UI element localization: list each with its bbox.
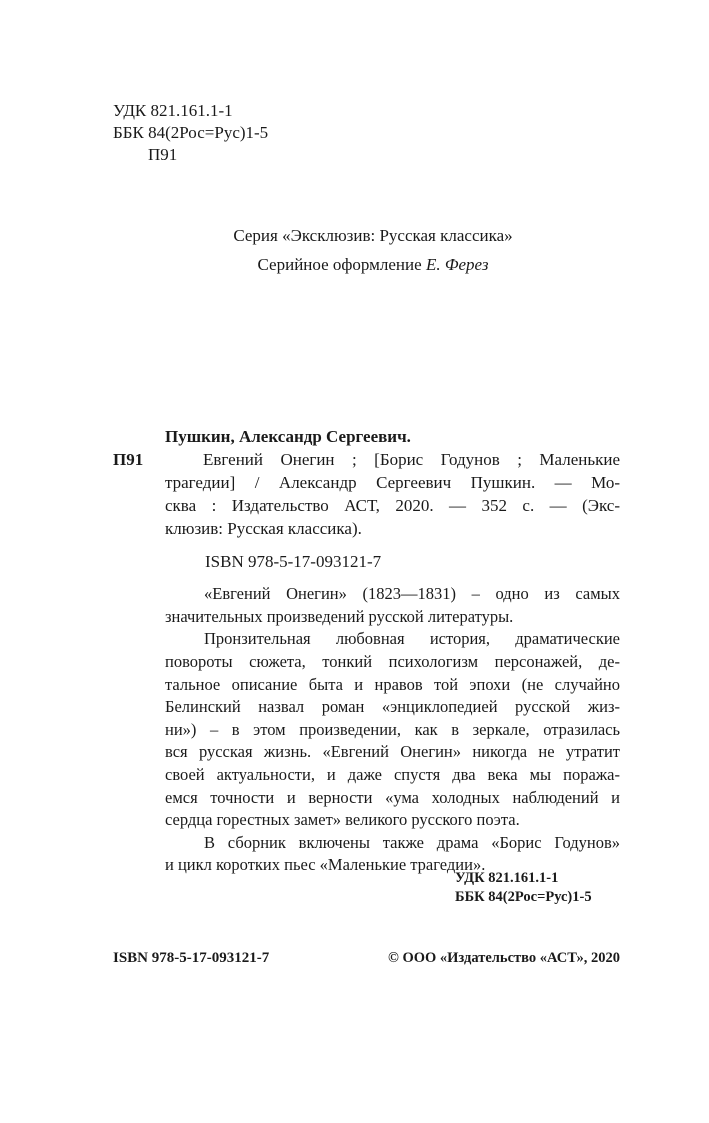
annotation-line: сердца горестных замет» великого русского поэта. [165, 810, 520, 829]
series-line: Серия «Эксклюзив: Русская классика» [233, 226, 513, 245]
author-mark: П91 [148, 145, 178, 164]
record-author: Пушкин, Александр Сергеевич. [165, 427, 411, 446]
annotation-bbk: ББК 84(2Рос=Рус)1-5 [455, 889, 592, 905]
record-isbn: ISBN 978-5-17-093121-7 [205, 552, 382, 571]
annotation-line: своей актуальности, и даже спустя два века мы поража- [165, 765, 620, 784]
series-design [0, 255, 709, 275]
annotation-line: вся русская жизнь. «Евгений Онегин» никогда не утратит [165, 742, 620, 761]
annotation-line: емся точности и верности «ума холодных наблюдений и [165, 788, 620, 807]
record-line: клюзив: Русская классика). [165, 519, 362, 538]
annotation-line: Пронзительная любовная история, драматические [204, 629, 620, 648]
annotation-line: «Евгений Онегин» (1823—1831) – одно из самых [204, 584, 620, 603]
annotation-udk: УДК 821.161.1-1 [455, 870, 559, 886]
record-line: сква : Издательство АСТ, 2020. — 352 с. — (Экс- [165, 496, 620, 515]
bbk-code: ББК 84(2Рос=Рус)1-5 [113, 123, 269, 142]
design-author: Е. Ферез [425, 255, 489, 274]
design-label: Серийное оформление [257, 255, 422, 274]
annotation-line: значительных произведений русской литературы. [165, 607, 514, 626]
annotation-line: тальное описание быта и нравов той эпохи (не случайно [165, 675, 620, 694]
footer-copyright: © ООО «Издательство «АСТ», 2020 [387, 950, 620, 966]
annotation-line: и цикл коротких пьес «Маленькие трагедии». [165, 855, 486, 874]
annotation-line: В сборник включены также драма «Борис Годунов» [204, 833, 620, 852]
annotation-line: ни») – в этом произведении, как в зеркале, отразилась [165, 720, 620, 739]
annotation-line: повороты сюжета, тонкий психологизм персонажей, де- [165, 652, 620, 671]
record-line: трагедии] / Александр Сергеевич Пушкин. — Мо- [165, 473, 620, 492]
udk-code: УДК 821.161.1-1 [113, 101, 233, 120]
annotation-line: Белинский назвал роман «энциклопедией русской жиз- [165, 697, 620, 716]
record-code: П91 [113, 450, 144, 469]
record-line: Евгений Онегин ; [Борис Годунов ; Маленькие [203, 450, 620, 469]
footer-isbn: ISBN 978-5-17-093121-7 [113, 950, 270, 966]
